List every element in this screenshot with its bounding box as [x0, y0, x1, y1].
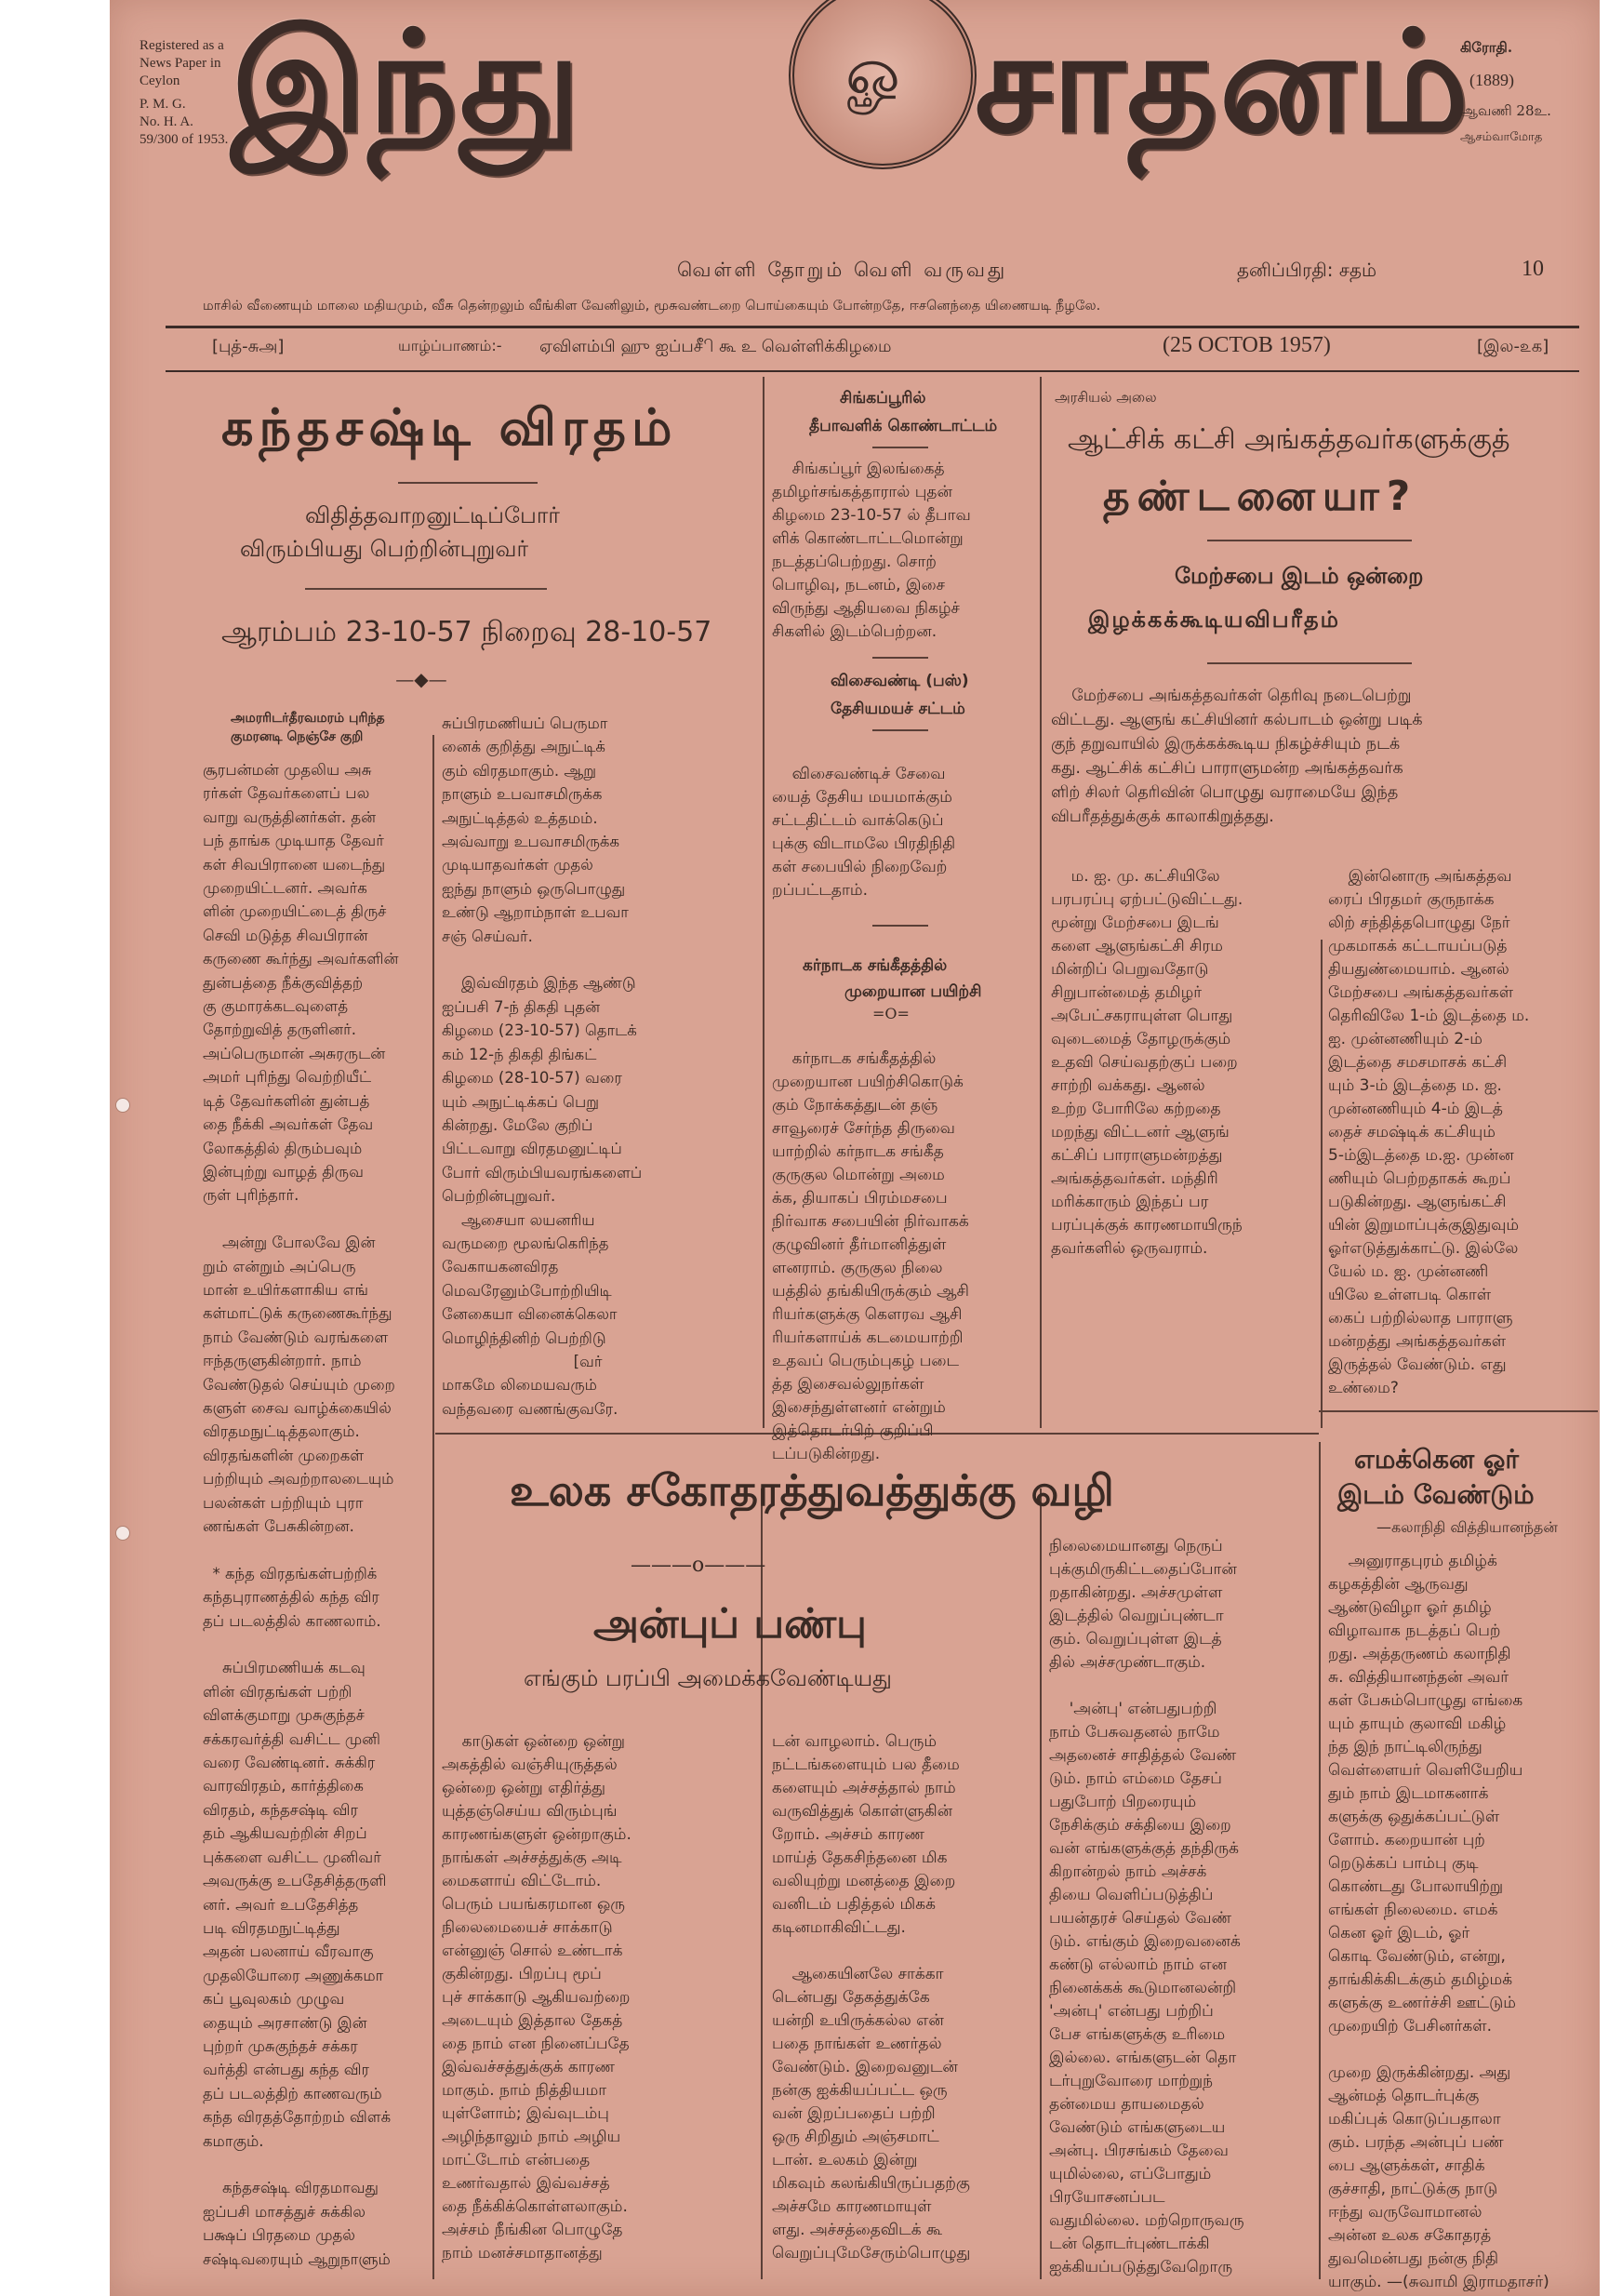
- headline-underline: [1207, 540, 1412, 541]
- article3-subhead: தேசியமயச் சட்டம்: [831, 700, 965, 718]
- motto-line: மாசில் வீணையும் மாலை மதியமும், வீசு தென்றலும் வீங்கிள வேனிலும், மூசுவண்டறை பொய்கையும் போன்றதே, ஈசனெந்தை யிணையடி நீழலே.: [203, 298, 1101, 314]
- masthead-emblem: [789, 0, 977, 169]
- masthead-year: (1889): [1469, 71, 1514, 89]
- column-rule: [1319, 1442, 1321, 2279]
- article3-headline: விசைவண்டி (பஸ்): [831, 672, 969, 690]
- article5-lead: மேற்சபை அங்கத்தவர்கள் தெரிவு நடைபெற்று விட்டது. ஆளுங் கட்சியினர் கல்பாடம் ஒன்று படிக் குந் தறுவாயில் இருக்கக்கூடிய நிகழ்ச்சியும் நடக் கது. ஆட்சிக் கட்சிப் பாராளுமன்ற அங்கத்தவர்க ளிற் சிலர் தெரிவின் பொழுது வராமையே இந்த விபரீதத்துக்குக் காலாகிறுத்தது.: [1051, 687, 1423, 826]
- article5-subhead-2: இழக்கக்கூடியவிபரீதம்: [1088, 607, 1340, 633]
- ornament-divider: ———o———: [631, 1554, 766, 1577]
- article6-subhead-2: எங்கும் பரப்பி அமைக்கவேண்டியது: [524, 1665, 892, 1691]
- article1-headline: கந்தசஷ்டி விரதம்: [221, 398, 678, 457]
- newspaper-page: [110, 0, 1600, 2296]
- article1-subhead-2: விரும்பியது பெற்றின்புறுவர்: [240, 536, 528, 562]
- issue-tag-right: [இல-௨க]: [1477, 337, 1549, 356]
- article1-column-2: சுப்பிரமணியப் பெருமா னைக் குறித்து அநுட்டிக் கும் விரதமாகும். ஆறு நாளும் உபவாசமிருக்க அநுட்டித்தல் உத்தமம். அவ்வாறு உபவாசமிருக்க முடியாதவர்கள் முதல் ஐந்து நாளும் ஒருபொழுது உண்டு ஆறாம்நாள் உபவா சஞ் செய்வர். இவ்விரதம் இந்த ஆண்டு ஐப்பசி 7-ந் திகதி புதன் கிழமை (23-10-57) தொடக் கம் 12-ந் திகதி திங்கட் கிழமை (28-10-57) வரை யும் அநுட்டிக்கப் பெறு கின்றது. மேலே குறிப் பிட்டவாறு விரதமனுட்டிப் போர் விரும்பியவரங்களைப் பெற்றின்புறுவர். ஆசையா லயனரிய வருமறை மூலங்கெரிந்த வேகாயகனவிரத மெவரேனும்போற்றியிடி னேகையா வினைக்கெலா மொழிந்தினிற் பெற்றிடு [வர் மாகமே லிமையவரும் வந்தவரை வணங்குவரே.: [442, 714, 643, 1418]
- article4-body: கர்நாடக சங்கீதத்தில் முறையான பயிற்சிகொடுக் கும் நோக்கத்துடன் தஞ் சாவூரைச் சேர்ந்த திருவை யாற்றில் கர்நாடக சங்கீத குருகுல மொன்று அமை க்க, தியாகப் பிரம்மசபை நிர்வாக சபையின் நிர்வாகக் குழுவினர் தீர்மானித்துள் ளனராம். குருகுல நிலை யத்தில் தங்கியிருக்கும் ஆசி ரியர்களுக்கு கௌரவ ஆசி ரியர்களாய்க் கடமையாற்றி உதவப் பெரும்புகழ் படை த்த இசைவல்லுநர்கள் இசைந்துள்ளனர் என்றும் இத்தொடர்பிற் குறிப்பி டப்படுகின்றது.: [772, 1049, 969, 1463]
- article5-headline-1: ஆட்சிக் கட்சி அங்கத்தவர்களுக்குத்: [1068, 423, 1510, 456]
- article6-headline: உலக சகோதரத்துவத்துக்கு வழி: [510, 1465, 1114, 1515]
- column-rule: [432, 735, 434, 2279]
- ornament-divider: —◆—: [395, 668, 447, 690]
- article5-column-a: ம. ஐ. மு. கட்சியிலே பரபரப்பு ஏற்பட்டுவிட்டது. மூன்று மேற்சபை இடங் களை ஆளுங்கட்சி சிரம மின்றிப் பெறுவதோடு சிறுபான்மைத் தமிழர் அபேட்சகராயுள்ள பொது வுடைமைத் தோழருக்கும் உதவி செய்வதற்குப் பறை சாற்றி வக்கது. ஆனல் உற்ற போரிலே கற்றதை மறந்து விட்டனர் ஆளுங் கட்சிப் பாராளுமன்றத்து அங்கத்தவர்கள். மந்திரி மரிக்காரும் இந்தப் பர பரப்புக்குக் காரணமாயிருந் தவர்களில் ஒருவராம்.: [1051, 867, 1243, 1258]
- article5-subhead-1: மேற்சபை இடம் ஒன்றை: [1175, 563, 1424, 589]
- ornament-divider: =O=: [872, 1005, 910, 1022]
- headline-underline: [872, 729, 928, 731]
- article7-byline: —கலாநிதி வித்தியானந்தன்: [1376, 1518, 1558, 1536]
- punch-hole: [115, 1098, 130, 1113]
- article1-column-1: சூரபன்மன் முதலிய அசு ரர்கள் தேவர்களைப் பல வாறு வருத்தினர்கள். தன் பந் தாங்க முடியாத தேவர் கள் சிவபிரானை யடைந்து முறையிட்டனர். அவர்க ளின் முறையிட்டைத் திருச் செவி மடுத்த சிவபிரான் கருணை கூர்ந்து அவர்களின் துன்பத்தை நீக்குவித்தற் கு குமாரக்கடவுளைத் தோற்றுவித் தருளினர். அப்பெருமான் அசுரருடன் அமர் புரிந்து வெற்றியீட் டித் தேவர்களின் துன்பத் தை நீக்கி அவர்கள் தேவ லோகத்தில் திரும்பவும் இன்புற்று வாழத் திருவ ருள் புரிந்தார். அன்று போலவே இன் றும் என்றும் அப்பெரு மான் உயிர்களாகிய எங் கள்மாட்டுக் கருணைகூர்ந்து நாம் வேண்டும் வரங்களை ஈந்தருளுகின்றார். நாம் வேண்டுதல் செய்யும் முறை களுள் சைவ வாழ்க்கையில் விரதமநுட்டித்தலாகும். விரதங்களின் முறைகள் பற்றியும் அவற்றாலடையும் பலன்கள் பற்றியும் புரா ணங்கள் பேசுகின்றன. * கந்த விரதங்கள்பற்றிக் கந்தபுராணத்தில் கந்த விர தப் படலத்தில் காணலாம். சுப்பிரமணியக் கடவு ளின் விரதங்கள் பற்றி விளக்குமாறு முசுகுந்தச் சக்கரவர்த்தி வசிட்ட முனி வரை வேண்டினர். சுக்கிர வாரவிரதம், கார்த்திகை விரதம், கந்தசஷ்டி விர தம் ஆகியவற்றின் சிறப் புக்களை வசிட்ட முனிவர் அவருக்கு உபதேசித்தருளி னர். அவர் உபதேசித்த படி விரதமநுட்டித்து அதன் பலனாய் வீரவாகு முதலியோரை அணுக்கமா கப் பூவுலகம் முழுவ தையும் அரசாண்டு இன் புற்றர் முசுகுந்தச் சக்கர வர்த்தி என்பது கந்த விர தப் படலத்திற் காணவரும் கந்த விரதத்தோற்றம் விளக் கமாகும். கந்தசஷ்டி விரதமாவது ஐப்பசி மாசத்துச் சுக்கில பக்ஷப் பிரதமை முதல் சஷ்டிவரையும் ஆறுநாளும்: [203, 761, 399, 2268]
- subhead-rule: [1207, 662, 1412, 664]
- masthead-title-left: இந்து: [231, 2, 583, 164]
- column-rule: [1321, 940, 1323, 1428]
- registration-line: Ceylon: [140, 73, 180, 88]
- registration-line: 59/300 of 1953.: [140, 132, 229, 147]
- om-symbol-icon: ௐ: [845, 33, 911, 110]
- column-rule: [763, 377, 764, 1428]
- registration-line: No. H. A.: [140, 114, 193, 129]
- article5-kicker: அரசியல் அலை: [1055, 389, 1157, 406]
- article4-headline: கர்நாடக சங்கீதத்தில்: [803, 956, 948, 975]
- article-separator: [872, 657, 928, 659]
- dateline-tamil-date: ஏவிளம்பி ஹு ஐப்பசிீ கூ உ வெள்ளிக்கிழமை: [539, 337, 892, 356]
- article6-column-2: டன் வாழலாம். பெரும் நட்டங்களையும் பல தீமை களையும் அச்சத்தால் நாம் வருவித்துக் கொள்ளுகின் றோம். அச்சம் காரண மாய்த் தேகசிந்தனை மிக வலியுற்று மனத்தை இறை வனிடம் பதித்தல் மிகக் கடினமாகிவிட்டது. ஆகையினலே சாக்கா டென்பது தேகத்துக்கே யன்றி உயிருக்கல்ல என் பதை நாங்கள் உணர்தல் வேண்டும். இறைவனுடன் நன்கு ஐக்கியப்பட்ட ஒரு வன் இறப்பதைப் பற்றி ஒரு சிறிதும் அஞ்சமாட் டான். உலகம் இன்று மிகவும் கலங்கியிருப்பதற்கு அச்சமே காரணமாயுள் ளது. அச்சத்தைவிடக் கூ வெறுப்புமேசேரும்பொழுது: [772, 1732, 971, 2263]
- dateline-date: (25 OCTOB 1957): [1163, 333, 1331, 357]
- article-separator: [872, 925, 928, 927]
- column-rule: [1040, 1488, 1042, 2279]
- article7-headline-2: இடம் வேண்டும்: [1337, 1479, 1535, 1510]
- headline-underline: [872, 447, 928, 448]
- article3-body: விசைவண்டிச் சேவை யைத் தேசிய மயமாக்கும் சட்டதிட்டம் வாக்கெடுப் புக்கு விடாமலே பிரதிநிதி கள் சபையில் நிறைவேற் றப்பட்டதாம்.: [772, 765, 956, 900]
- subhead-rule: [305, 588, 547, 590]
- article5-column-b: இன்னொரு அங்கத்தவ ரைப் பிரதமர் குருநாக்க லிற் சந்தித்தபொழுது நேர் முகமாகக் கட்டாயப்படுத் தியதுண்மையாம். ஆனல் மேற்சபை அங்கத்தவர்கள் தெரிவிலே 1-ம் இடத்தை ம. ஐ. முன்னணியும் 2-ம் இடத்தை சமசமாசக் கட்சி யும் 3-ம் இடத்தை ம. ஐ. முன்னணியும் 4-ம் இடத் தைச் சமஷ்டிக் கட்சியும் 5-ம்இடத்தை ம.ஐ. முன்ன ணியும் பெற்றதாகக் கூறப் படுகின்றது. ஆளுங்கட்சி யின் இறுமாப்புக்குஇதுவும் ஓர்எடுத்துக்காட்டு. இல்லே யேல் ம. ஐ. முன்னணி யிலே உள்ளபடி கொள் கைப் பற்றில்லாத பாராளு மன்றத்து அங்கத்தவர்கள் இருத்தல் வேண்டும். எது உண்மை?: [1328, 867, 1530, 1397]
- article5-headline-2: தண்டனையா?: [1103, 473, 1418, 520]
- article1-dates: ஆரம்பம் 23-10-57 நிறைவு 28-10-57: [221, 616, 712, 648]
- issue-tag-left: [புத்-சுஅ]: [212, 337, 285, 356]
- masthead-rule: [166, 326, 1579, 328]
- price-value: 10: [1522, 257, 1544, 281]
- article1-subhead-1: விதித்தவாறனுட்டிப்போர்: [305, 502, 560, 528]
- article4-subhead: முறையான பயிற்சி: [844, 982, 982, 1001]
- article2-kicker: சிங்கப்பூரில்: [840, 389, 926, 407]
- frequency-line: வெள்ளி தோறும் வெளி வருவது: [677, 259, 1008, 281]
- masthead-calendar-name: கிரோதி.: [1460, 39, 1513, 56]
- masthead-mark: ஆசம்வாமோத: [1460, 130, 1543, 144]
- article7-headline-1: எமக்கென ஓர்: [1354, 1444, 1520, 1475]
- punch-hole: [115, 1526, 130, 1541]
- article2-headline: தீபாவளிக் கொண்டாட்டம்: [809, 417, 998, 435]
- article2-body: சிங்கப்பூர் இலங்கைத் தமிழர்சங்கத்தாரால் புதன் கிழமை 23-10-57 ல் தீபாவ ளிக் கொண்டாட்டமொன்று நடத்தப்பெற்றது. சொற் பொழிவு, நடனம், இசை விருந்து ஆதியவை நிகழ்ச் சிகளில் இடம்பெற்றன.: [772, 460, 971, 641]
- article6-column-3: நிலைமையானது நெருப் புக்குமிருகிட்டதைப்போன் றதாகின்றது. அச்சமுள்ள இடத்தில் வெறுப்புண்டா கும். வெறுப்புள்ள இடத் தில் அச்சமுண்டாகும். 'அன்பு' என்பதுபற்றி நாம் பேசுவதனல் நாமே அதனைச் சாதித்தல் வேண் டும். நாம் எம்மை தேசப் பதுபோற் பிறரையும் நேசிக்கும் சக்தியை இறை வன் எங்களுக்குத் தந்திருக் கிறான்றல் நாம் அச்சக் தியை வெளிப்படுத்திப் பயன்தரச் செய்தல் வேண் டும். எங்கும் இறைவனைக் கண்டு எல்லாம் நாம் என நினைக்கக் கூடுமானலன்றி 'அன்பு' என்பது பற்றிப் பேச எங்களுக்கு உரிமை இல்லை. எங்களுடன் தொ டர்புறுவோரை மாற்றுந் தன்மைய தாயமைதல் வேண்டும் எங்களுடைய அன்பு. பிரசங்கம் தேவை யுமில்லை, எப்போதும் பிரயோசனப்பட வதுமில்லை. மற்றொருவரு டன் தொடர்புண்டாக்கி ஐக்கியப்படுத்துவேறொரு: [1049, 1537, 1244, 2276]
- registration-line: P. M. G.: [140, 97, 186, 112]
- headline-underline: [398, 482, 538, 484]
- price-label: தனிப்பிரதி: சதம்: [1237, 259, 1377, 281]
- article6-column-1: காடுகள் ஒன்றை ஒன்று அகத்தில் வஞ்சியுருத்தல் ஒன்றை ஒன்று எதிர்த்து யுத்தஞ்செய்ய விரும்புங் காரணங்களுள் ஒன்றாகும். நாங்கள் அச்சத்துக்கு அடி மைகளாய் விட்டோம். பெரும் பயங்கரமான ஒரு நிலைமையைச் சாக்காடு என்னுஞ் சொல் உண்டாக் குகின்றது. பிறப்பு மூப் புச் சாக்காடு ஆகியவற்றை அடையும் இத்தால தேகத் தை நாம் என நினைப்பதே இவ்வச்சத்துக்குக் காரண மாகும். நாம் நித்தியமா யுள்ளோம்; இவ்வுடம்பு அழிந்தாலும் நாம் அழிய மாட்டோம் என்பதை உணர்வதால் இவ்வச்சத் தை நீக்கிக்கொள்ளலாகும். அச்சம் நீங்கின பொழுதே நாம் மனச்சமாதானத்து: [442, 1732, 632, 2263]
- dateline-rule: [166, 370, 1579, 372]
- article1-lead: அமரரிடர்தீரவமரம் புரிந்த குமரனடி நெஞ்சே குறி: [231, 711, 385, 744]
- registration-line: News Paper in: [140, 56, 221, 71]
- registration-line: Registered as a: [140, 38, 224, 53]
- masthead-title-right: சாதனம்: [975, 2, 1471, 164]
- article7-body: அனுராதபுரம் தமிழ்க் கழகத்தின் ஆருவது ஆண்டுவிழா ஓர் தமிழ் விழாவாக நடத்தப் பெற் றது. அத்தருணம் கலாநிதி சு. வித்தியானந்தன் அவர் கள் பேசும்பொழுது எங்கை யும் தாயும் குலாவி மகிழ் ந்த இந் நாட்டிலிருந்து வெள்ளையர் வெளியேறிய தும் நாம் இடமாகனாக் களுக்கு ஒதுக்கப்பட்டுள் ளோம். கறையான் புற் றெடுக்கப் பாம்பு குடி கொண்டது போலாயிற்று எங்கள் நிலைமை. எமக் கென ஓர் இடம், ஓர் கொடி வேண்டும், என்று, தாங்கிக்கிடக்கும் தமிழ்மக் களுக்கு உணர்ச்சி ஊட்டும் முறையிற் பேசினர்கள். முறை இருக்கின்றது. அது ஆன்மத் தொடர்புக்கு மகிப்புக் கொடுப்பதாலா கும். பரந்த அன்புப் பண் பை ஆளுக்கள், சாதிக் குச்சாதி, நாட்டுக்கு நாடு ஈந்து வருவோமானல் அன்ன உலக சகோதரத் துவமென்பது நன்கு நிதி யாகும். —(சுவாமி இராமதாசர்): [1328, 1552, 1549, 2291]
- article-separator: [1319, 1410, 1598, 1412]
- masthead-tamil-date: ஆவணி 28உ.: [1460, 102, 1551, 119]
- dateline-place: யாழ்ப்பாணம்:-: [398, 337, 502, 354]
- article6-subhead-1: அன்புப் பண்பு: [593, 1600, 867, 1648]
